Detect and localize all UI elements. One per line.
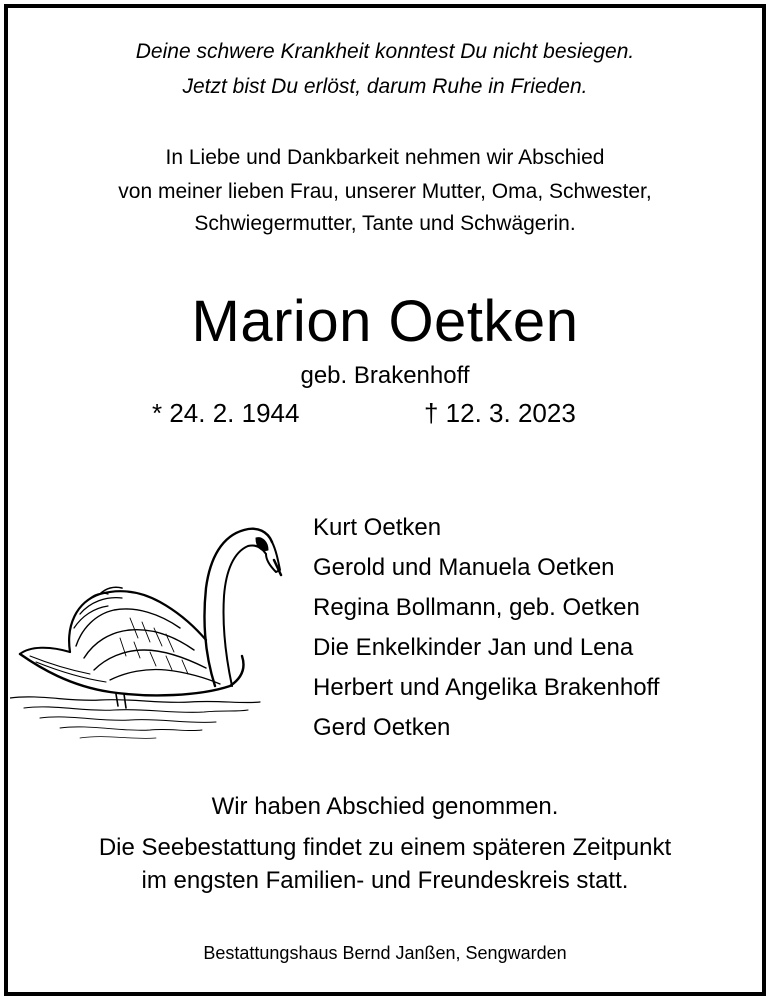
mourner-gerold-manuela: Gerold und Manuela Oetken [313, 554, 615, 581]
mourner-grandchildren: Die Enkelkinder Jan und Lena [313, 634, 634, 661]
intro-line-1: In Liebe und Dankbarkeit nehmen wir Abschied [165, 146, 605, 169]
closing-line-2: Die Seebestattung findet zu einem späteren Zeitpunkt [98, 834, 672, 861]
closing-line-3: im engsten Familien- und Freundeskreis statt. [141, 867, 629, 894]
mourner-kurt: Kurt Oetken [313, 514, 442, 541]
mourner-regina: Regina Bollmann, geb. Oetken [313, 594, 640, 621]
closing-line-1: Wir haben Abschied genommen. [211, 793, 559, 820]
intro-line-2: von meiner lieben Frau, unserer Mutter, Oma, Schwester, [118, 180, 652, 203]
undertaker-credit: Bestattungshaus Bernd Janßen, Sengwarden [203, 943, 567, 963]
intro-line-3: Schwiegermutter, Tante und Schwägerin. [194, 212, 576, 235]
mourner-gerd: Gerd Oetken [313, 714, 451, 741]
swan-illustration [10, 518, 290, 748]
deceased-name: Marion Oetken [191, 289, 579, 354]
birth-date: * 24. 2. 1944 [152, 398, 300, 428]
motto-line-2: Jetzt bist Du erlöst, darum Ruhe in Frieden. [182, 75, 588, 98]
mourner-herbert-angelika: Herbert und Angelika Brakenhoff [313, 674, 660, 701]
maiden-name: geb. Brakenhoff [300, 362, 470, 389]
death-date: † 12. 3. 2023 [424, 398, 576, 428]
motto-line-1: Deine schwere Krankheit konntest Du nicht besiegen. [135, 40, 635, 63]
mourners-list [313, 508, 659, 748]
